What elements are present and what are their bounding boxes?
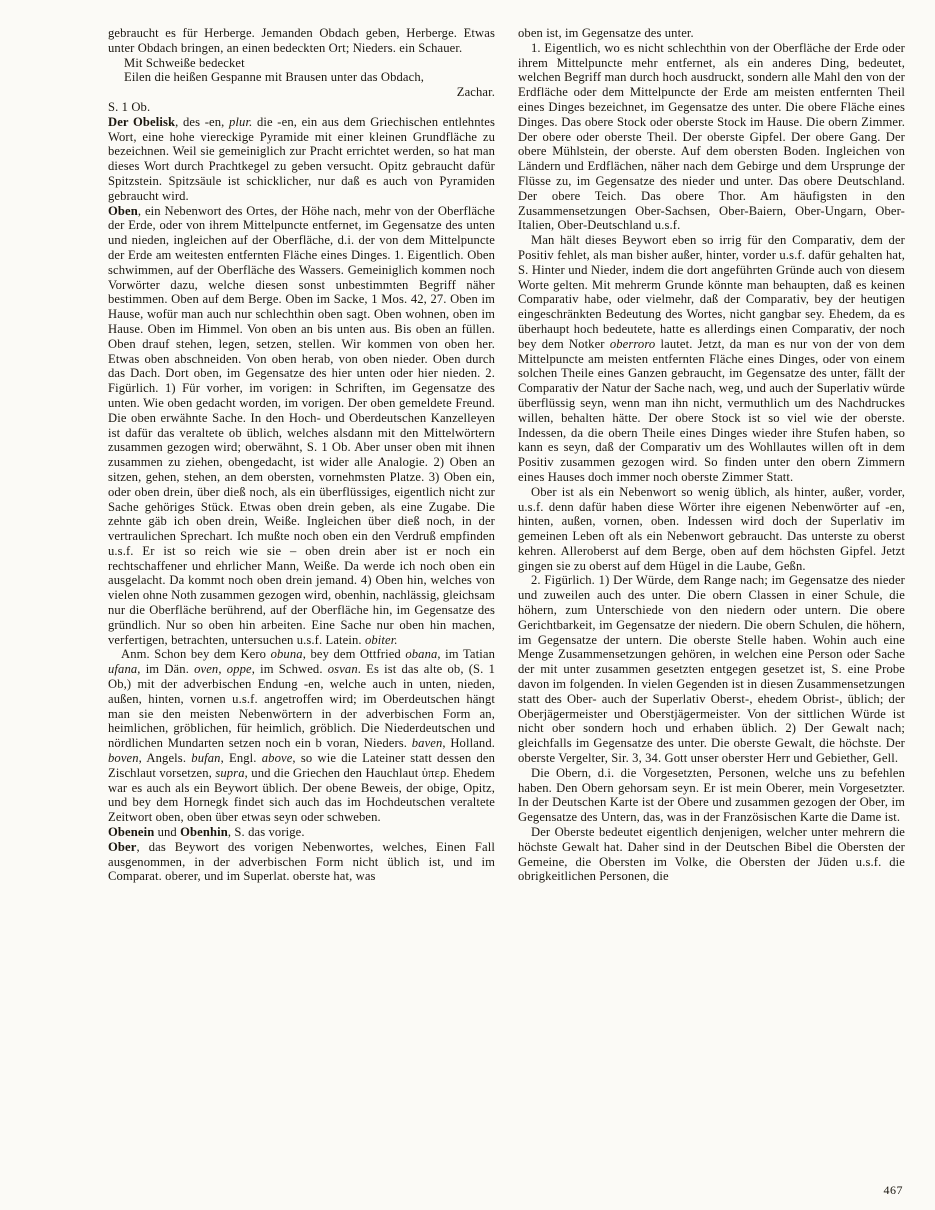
- text-run: obiter.: [364, 632, 398, 647]
- paragraph: [108, 115, 495, 204]
- text-run: oberroro: [609, 336, 656, 351]
- paragraph: [518, 485, 905, 574]
- text-run: Obenhin: [180, 825, 228, 840]
- text-run: oven, oppe: [194, 662, 252, 677]
- text-run: above: [261, 751, 293, 766]
- paragraph: [108, 56, 495, 71]
- text-run: Zachar.: [456, 85, 495, 100]
- paragraph: [108, 100, 495, 115]
- text-run: bufan: [191, 751, 221, 766]
- text-run: osvan: [327, 662, 358, 677]
- text-run: und: [154, 825, 181, 840]
- text-run: , Holland.: [442, 736, 495, 751]
- left-column: [108, 26, 495, 1186]
- text-run: , so wie die Lateiner statt dessen den Zischlaut vorsetzen,: [108, 751, 495, 780]
- paragraph: [108, 840, 495, 884]
- text-run: , im Tatian: [437, 647, 495, 662]
- text-run: Der Obelisk: [108, 114, 176, 129]
- text-run: Ober ist als ein Nebenwort so wenig üblich, als hinter, außer, vorder, u.s.f. denn dafür haben diese Wörter ihre eigenen Nebenwörter auf -en, hinten, außen, vornen, oben. Indessen wird doch der Superlativ im gemeinen Leben oft als ein Nebenwort gebraucht. Das unterste zu oberst kehren. Alleroberst auf dem Berge, oben auf dem höchsten Gipfel. Jetzt gingen sie zu oberst auf dem Hügel in die Laube, Geßn.: [518, 484, 905, 573]
- paragraph: [518, 26, 905, 41]
- text-run: die -en, ein aus dem Griechischen entlehntes Wort, eine hohe viereckige Pyramide mit einer kleinen Grundfläche zu bezeichnen. Weil sie gemeiniglich zur Pracht errichtet werden, so hat man dieses Wort durch Prachtkegel zu geben versucht. Opitz gebraucht dafür Spitzstein. Spitzsäule ist schicklicher, nur daß es auch von Pyramiden gebraucht wird.: [108, 114, 495, 203]
- paragraph: [518, 825, 905, 884]
- page-number: 467: [883, 1183, 903, 1197]
- text-run: 2. Figürlich. 1) Der Würde, dem Range nach; im Gegensatze des nieder und zuweilen auch des unter. Die obern Classen in einer Schule, die höhern, zum Unterschiede von den niedern oder untern. Die obere Gerichtbarkeit, im Gegensatze der niedern. Die obern Schulen, die höhern, im Gegensatze der untern. Die oberste Stelle haben. Wohin auch eine Menge Zusammensetzungen gehören, in welchen eine Person oder Sache der mit unter zusammen gesetzten entgegen gesetzet ist, S. eine Probe davon im folgenden. In vielen Gegenden ist in diesen Zusammensetzungen statt des Ober- auch der Superlativ Oberst-, ehedem Obrist-, üblich; der Oberjägermeister und Oberstjägermeister. Von der sittlichen Würde ist nicht ober sondern hoch und erhaben üblich. 2) Der Gewalt nach; gleichfalls im Gegensatze des unter. Die oberste Gewalt, die höchste. Der oberste Vergelter, Sir. 3, 34. Gott unser oberster Herr und Gebiether, Gell.: [518, 573, 905, 766]
- paragraph: [518, 573, 905, 765]
- text-run: 1. Eigentlich, wo es nicht schlechthin von der Oberfläche der Erde oder ihrem Mittelpuncte mehr entfernet, als ein anderes Ding, bedeutet, welchen Begriff man durch hoch ausdruckt, sondern alle Mahl den von der Erdfläche oder dem Mittelpuncte der Erde am meisten entfernten Theil eines Dinges bezeichnet, im Gegensatze des unter. Die obere Fläche eines Dinges. Das obere Stock oder oberste Stock im Hause. Die obern Zimmer. Der obere oder oberste Theil. Der oberste Gipfel. Der obere Gang. Der obere Mühlstein, der oberste. Auf dem obersten Boden. Ingleichen von Ländern und Erdflächen, näher nach dem Gebirge und dem Ursprunge der Flüsse zu, im Gegensatze des nieder und unter. Das obere Deutschland. Der obere Teich. Das obere Thor. Am häufigsten in den Zusammensetzungen Ober-Sachsen, Ober-Baiern, Ober-Ungarn, Ober-Italien, Ober-Deutschland u.s.f.: [518, 40, 905, 233]
- text-run: , Angels.: [138, 751, 192, 766]
- text-run: Anm. Schon bey dem Kero: [121, 647, 271, 662]
- text-run: , S. das vorige.: [227, 825, 305, 840]
- text-run: Eilen die heißen Gespanne mit Brausen unter das Obdach,: [124, 70, 425, 85]
- text-run: , und die Griechen den Hauchlaut ὑπερ. Ehedem war es auch als ein Beywort üblich. Der obene Beweis, der obige, Opitz, und bey dem Hornegk findet sich auch das im Hochdeutschen veraltete Zeitwort oben, oben über etwas seyn oder schweben.: [108, 765, 495, 825]
- text-run: , das Beywort des vorigen Nebenwortes, welches, Einen Fall ausgenommen, in der adverbischen Form nicht üblich ist, und im Comparat. oberer, und im Superlat. oberste hat, was: [108, 839, 495, 884]
- paragraph: [518, 766, 905, 825]
- text-run: Obenein: [108, 825, 155, 840]
- text-run: , im Dän.: [137, 662, 195, 677]
- paragraph: [108, 70, 495, 85]
- text-run: Der Oberste bedeutet eigentlich denjenigen, welcher unter mehrern die höchste Gewalt hat. Daher sind in der Deutschen Bibel die Obersten der Gemeine, die Obersten im Volke, die Obersten der Jüden u.s.f. die obrigkeitlichen Personen, die: [518, 825, 905, 884]
- paragraph: [108, 85, 495, 100]
- text-columns: [108, 26, 905, 1186]
- text-run: oben ist, im Gegensatze des unter.: [518, 26, 694, 40]
- text-run: gebraucht es für Herberge. Jemanden Obdach geben, Herberge. Etwas unter Obdach bringen, an einen bedeckten Ort; Nieders. ein Schauer.: [108, 26, 495, 55]
- paragraph: [108, 26, 495, 56]
- text-run: baven: [411, 736, 443, 751]
- text-run: Die Obern, d.i. die Vorgesetzten, Personen, welche uns zu befehlen haben. Den Obern gehorsam seyn. Er ist mein Oberer, mein Vorgesetzter. In der Deutschen Karte ist der Obere und zusammen gezogen der Ober, im Gegensatze des Untern, das, was in der Französischen Karte die Dame ist.: [518, 765, 905, 825]
- text-run: supra: [215, 765, 245, 780]
- text-run: plur.: [229, 114, 253, 129]
- text-run: obuna: [270, 647, 303, 662]
- text-run: , bey dem Ottfried: [302, 647, 406, 662]
- text-run: obana: [405, 647, 438, 662]
- paragraph: [108, 825, 495, 840]
- text-run: , des -en,: [175, 114, 230, 129]
- paragraph: [108, 647, 495, 825]
- text-run: Oben: [108, 203, 138, 218]
- text-run: Mit Schweiße bedecket: [124, 55, 245, 70]
- paragraph: [518, 233, 905, 485]
- text-run: , ein Nebenwort des Ortes, der Höhe nach, mehr von der Oberfläche der Erde, oder von ihrem Mittelpuncte entfernet, im Gegensatze des unten und nieden, ingleichen auf der Oberfläche, d.i. der von dem Mittelpuncte der Erde am weitesten entfernten Fläche eines Dinges. 1. Eigentlich. Oben schwimmen, auf der Oberfläche des Wassers. Gemeiniglich kommen noch Vorwörter dazu, welche diesen sonst unbestimmten Begriff näher bestimmen. Oben auf dem Berge. Oben im Sacke, 1 Mos. 42, 27. Oben im Hause, wofür man auch nur schlechthin oben sagt. Oben wohnen, oben im Hause. Oben im Himmel. Von oben an bis unten aus. Bis oben an füllen. Oben drauf stehen, legen, setzen, stellen. Wir kommen von oben her. Etwas oben abschneiden. Von oben herab, von oben nieder. Oben durch das Dach. Dort oben, im Gegensatze des hier unten oder hier nieden. 2. Figürlich. 1) Für vorher, im vorigen: in Schriften, im Gegensatze des unten. Wie oben gedacht worden, im vorigen. Der oben gemeldete Freund. Die oben erwähnte Sache. In den Hoch- und Oberdeutschen Kanzelleyen ist dafür das veraltete ob üblich, welches alsdann mit den Mittelwörtern zusammen gezogen wird; oberwähnt, S. 1 Ob. Aber unser oben mit ihnen zusammen zu ziehen, obengedacht, ist wider alle Analogie. 2) Oben an sitzen, gehen, stehen, an dem obersten, vornehmsten Platze. 3) Oben ein, oder oben drein, über dieß noch, als ein überflüssiges, eigentlich nicht zur Sache gehöriges Stück. Etwas oben drein geben, als eine Zugabe. Die zehnte gäb ich oben drein, Weiße. Ingleichen über dieß noch, in der vertraulichen Sprechart. Ich mußte noch oben ein den Verdruß empfinden u.s.f. Er ist so reich wie sie – oben drein aber ist er noch ein rechtschaffener und ehrlicher Mann, Weiße. Da werde ich noch oben ein ausgelacht. Da kommt noch oben drein jemand. 4) Oben hin, welches von vielen ohne Noth zusammen gezogen wird, obenhin, nachlässig, gleichsam nur die Oberfläche berührend, auf der Oberfläche hin, im Gegensatze des gründlich. Nur so oben hin arbeiten. Eine Sache nur oben hin machen, verfertigen, betrachten, untersuchen u.s.f. Latein.: [108, 203, 495, 647]
- text-run: . Es ist das alte ob, (S. 1 Ob,) mit der adverbischen Endung -en, welche auch in unten, nieden, außen, hinten, vornen u.s.f. angetroffen wird; im Oberdeutschen hängt man sie den meisten Nebenwörtern in der adverbischen Form an, heimlichen, gröblichen, für heimlich, gröblich. Die Niederdeutschen und nördlichen Mundarten setzen noch ein b voran, Nieders.: [108, 662, 495, 751]
- text-run: lautet. Jetzt, da man es nur von der von dem Mittelpuncte am meisten entfernten Fläche eines Dinges, oder von einem solchen Theile eines Ganzen gebraucht, im Gegensatze des unter, fällt der Comparativ der Natur der Sache nach, weg, und auch der Superlativ würde überflüssig seyn, wenn man ihn nicht, vermuthlich um des Nachdruckes willen, behalten hätte. Der obere Stock ist so viel wie der oberste. Indessen, da die obern Theile eines Dinges wieder ihre Stufen haben, so kann es seyn, daß der Comparativ um des Wohllautes willen oft in dem Positiv zusammen gezogen wird. So finden unter den obern Zimmern eines Hauses doch immer noch oberste Zimmer Statt.: [518, 336, 905, 484]
- text-run: S. 1 Ob.: [108, 99, 151, 114]
- text-run: boven: [108, 751, 139, 766]
- text-run: , im Schwed.: [251, 662, 328, 677]
- text-run: Ober: [108, 839, 137, 854]
- text-run: Man hält dieses Beywort eben so irrig für den Comparativ, dem der Positiv fehlet, als man bisher außer, hinter, vorder u.s.f. dafür gehalten hat, S. Hinter und Nieder, indem die dort angeführten Gründe auch von diesem Worte gelten. Mit mehrerm Grunde könnte man behaupten, daß es keinen Comparativ habe, oder vielmehr, daß der Comparativ, bey der heutigen eingeschränkten Bedeutung des Wortes, nicht gangbar sey. Ehedem, da es überhaupt hoch bedeutete, hatte es allerdings einen Comparativ, der noch bey dem Notker: [518, 233, 905, 351]
- right-column: [518, 26, 905, 1186]
- paragraph: [518, 41, 905, 233]
- text-run: , Engl.: [220, 751, 262, 766]
- text-run: ufana: [108, 662, 138, 677]
- paragraph: [108, 204, 495, 648]
